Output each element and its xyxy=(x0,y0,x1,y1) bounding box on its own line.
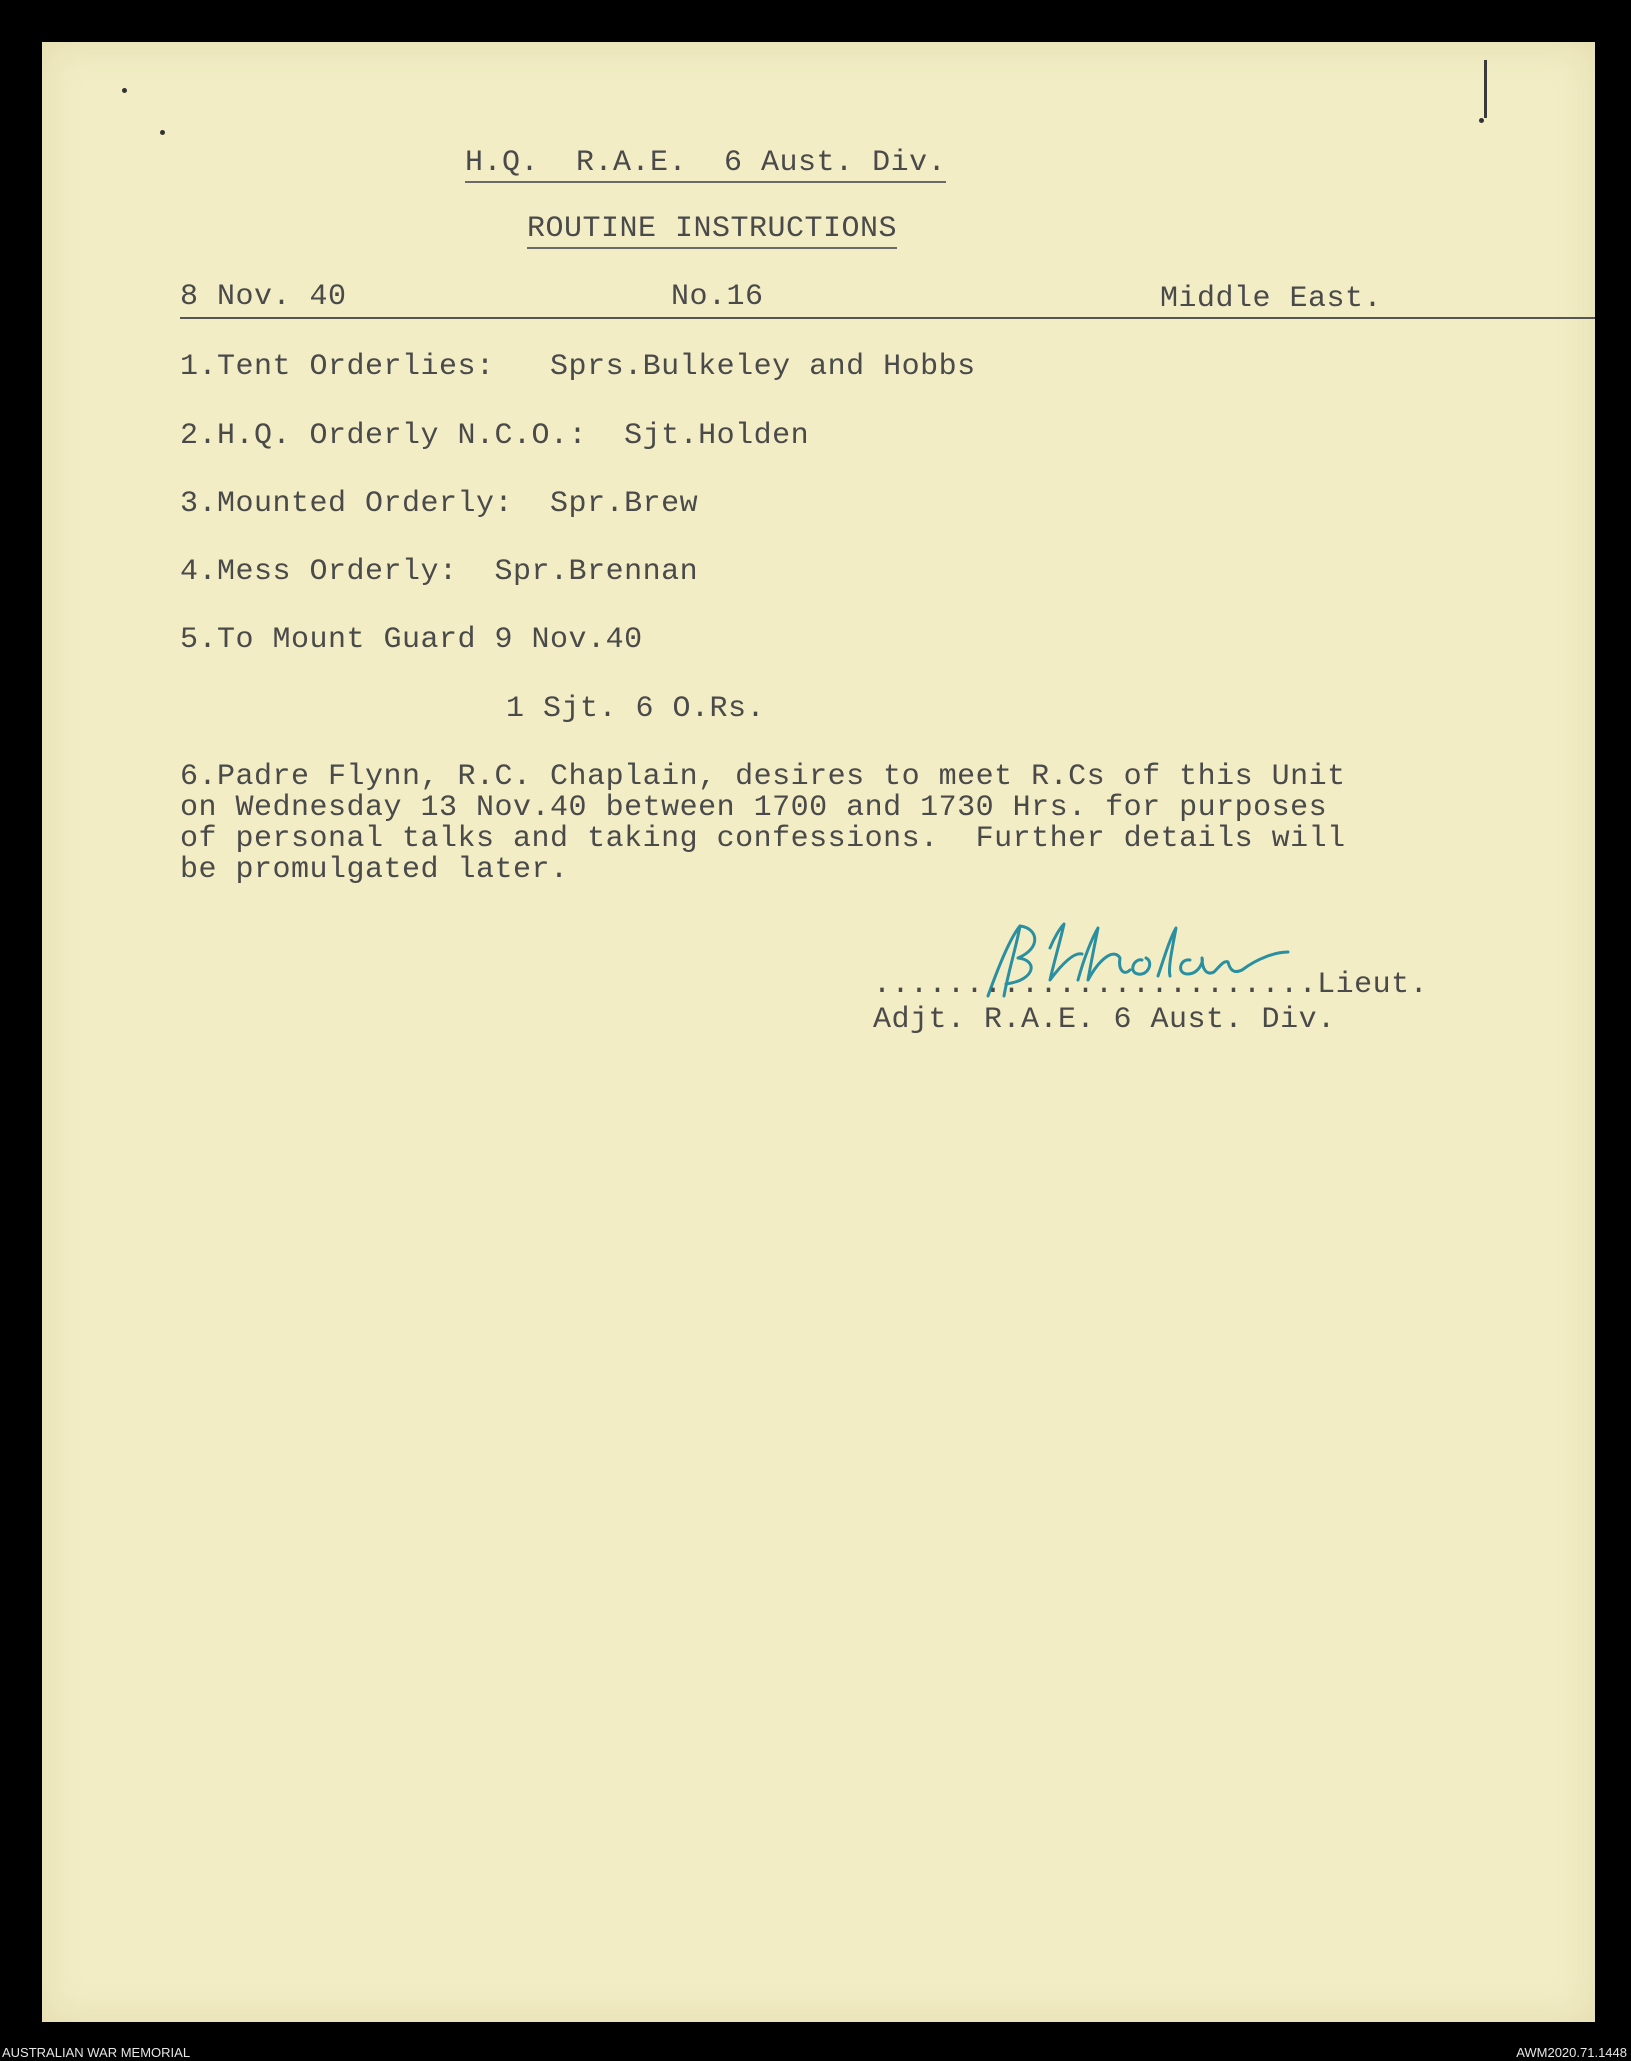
staple-mark xyxy=(122,88,127,93)
signature-title: Adjt. R.A.E. 6 Aust. Div. xyxy=(873,1003,1336,1037)
document-subheader: ROUTINE INSTRUCTIONS xyxy=(527,214,897,249)
document-number: No.16 xyxy=(671,280,764,314)
dateline-rule xyxy=(180,317,1595,319)
signature-line: ........................Lieut. xyxy=(873,968,1429,1002)
document-date: 8 Nov. 40 xyxy=(180,280,347,314)
staple-mark xyxy=(160,130,165,135)
document-location: Middle East. xyxy=(1160,282,1383,316)
document-header: H.Q. R.A.E. 6 Aust. Div. xyxy=(465,148,946,183)
item-1: 1.Tent Orderlies: Sprs.Bulkeley and Hobbs xyxy=(180,350,976,384)
paragraph-6: 6.Padre Flynn, R.C. Chaplain, desires to meet R.Cs of this Unit on Wednesday 13 Nov.40 between 1700 and 1730 Hrs. for purposes of personal talks and taking confessions. Further details will be promulgated later. xyxy=(180,760,1346,887)
item-5: 5.To Mount Guard 9 Nov.40 xyxy=(180,623,643,657)
footer-accession-number: AWM2020.71.1448 xyxy=(1516,2045,1627,2060)
footer-institution: AUSTRALIAN WAR MEMORIAL xyxy=(2,2045,191,2060)
item-2: 2.H.Q. Orderly N.C.O.: Sjt.Holden xyxy=(180,419,810,453)
document-page xyxy=(42,42,1595,2022)
edge-mark xyxy=(1484,60,1487,118)
edge-dot xyxy=(1479,118,1484,123)
item-3: 3.Mounted Orderly: Spr.Brew xyxy=(180,487,699,521)
guard-detail: 1 Sjt. 6 O.Rs. xyxy=(506,692,766,726)
item-4: 4.Mess Orderly: Spr.Brennan xyxy=(180,555,699,589)
